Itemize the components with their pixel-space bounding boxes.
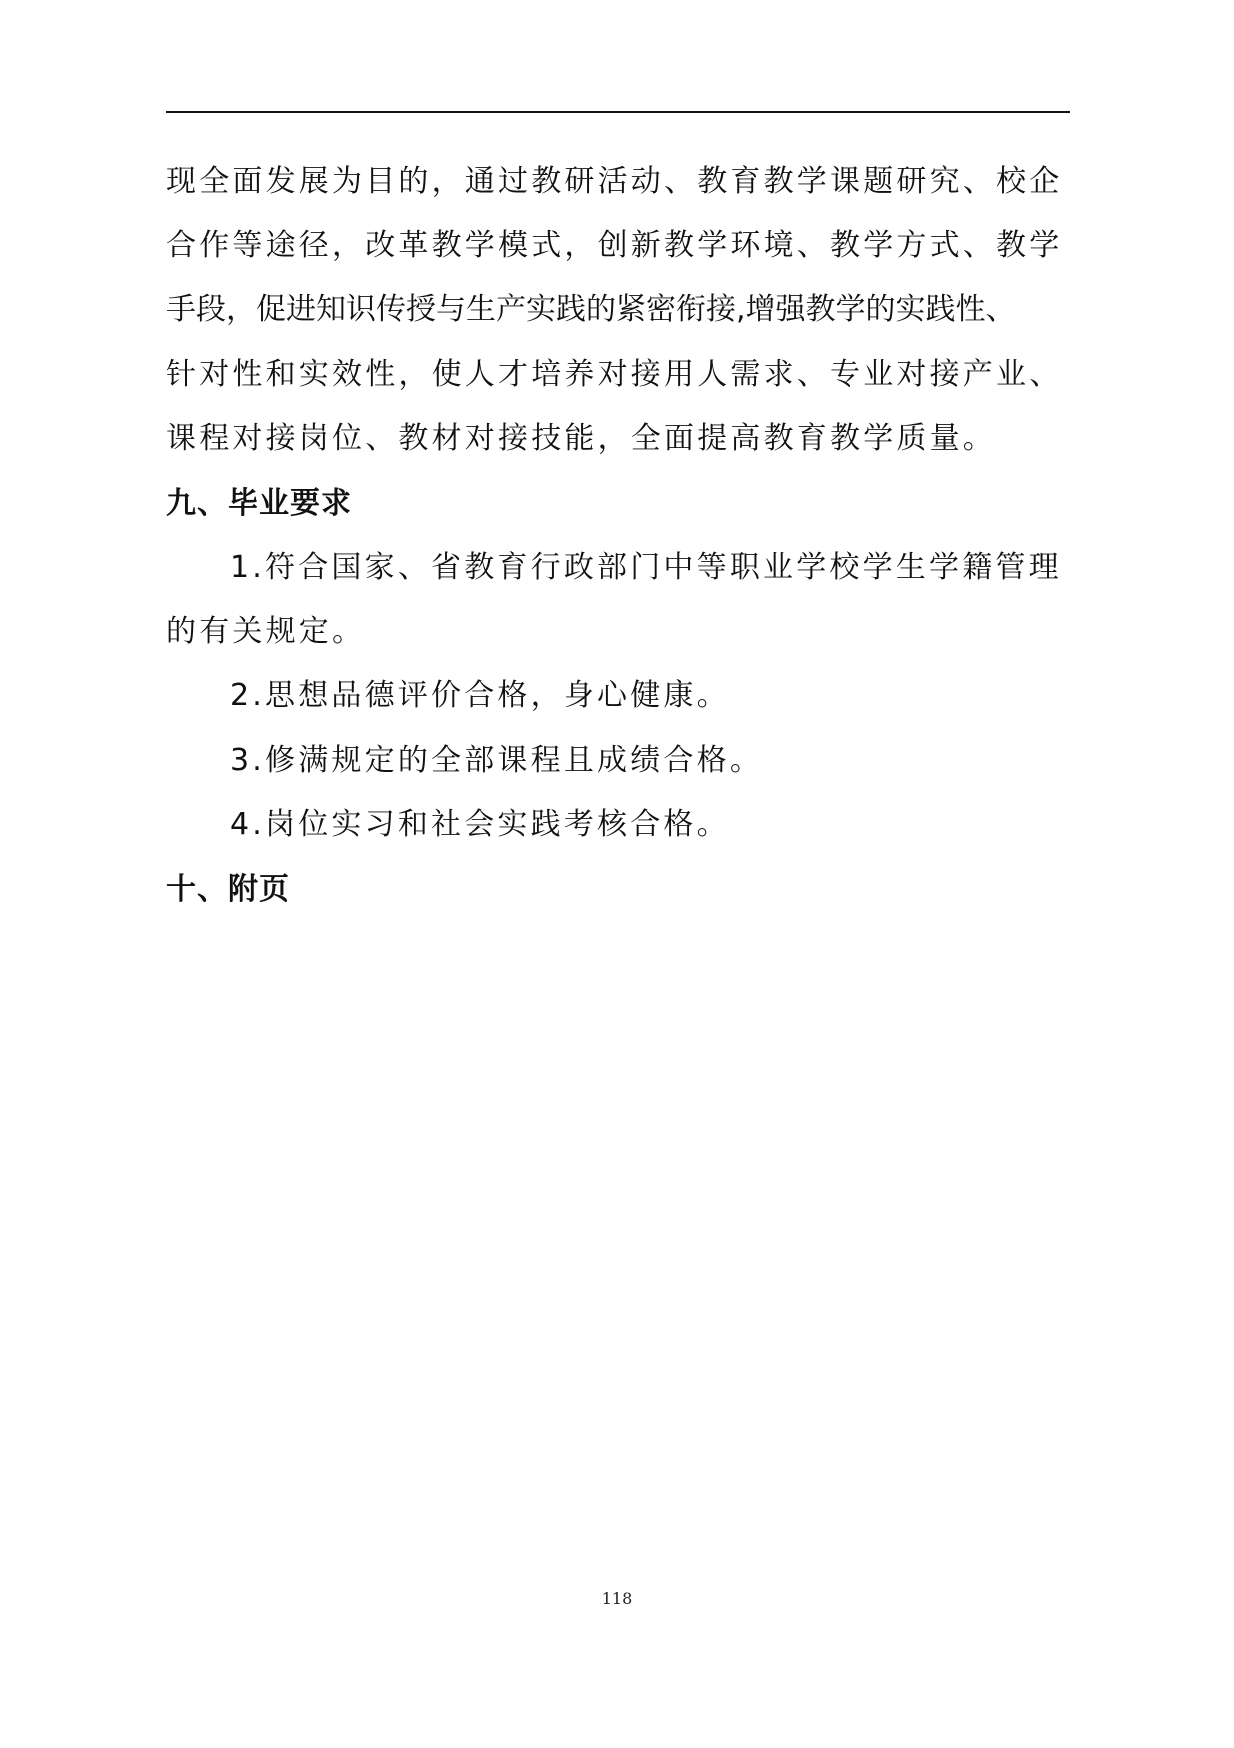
section-heading-graduation-requirements: 九、毕业要求 [166, 486, 352, 521]
paragraph-line: 现全面发展为目的，通过教研活动、教育教学课题研究、校企 [166, 164, 1063, 199]
header-rule [166, 111, 1070, 113]
paragraph-line: 针对性和实效性，使人才培养对接用人需求、专业对接产业、 [166, 357, 1063, 392]
requirement-item-2: 2.思想品德评价合格，身心健康。 [230, 678, 730, 713]
section-heading-appendix: 十、附页 [166, 872, 290, 907]
requirement-item-1-line: 的有关规定。 [166, 614, 366, 649]
paragraph-line: 合作等途径，改革教学模式，创新教学环境、教学方式、教学 [166, 228, 1063, 263]
requirement-item-3: 3.修满规定的全部课程且成绩合格。 [230, 743, 764, 778]
paragraph-line: 手段，促进知识传授与生产实践的紧密衔接,增强教学的实践性、 [166, 292, 1016, 327]
paragraph-line: 课程对接岗位、教材对接技能，全面提高教育教学质量。 [166, 421, 996, 456]
requirement-item-4: 4.岗位实习和社会实践考核合格。 [230, 807, 730, 842]
page-number: 118 [601, 1589, 633, 1608]
requirement-item-1-line: 1.符合国家、省教育行政部门中等职业学校学生学籍管理 [230, 550, 1062, 585]
